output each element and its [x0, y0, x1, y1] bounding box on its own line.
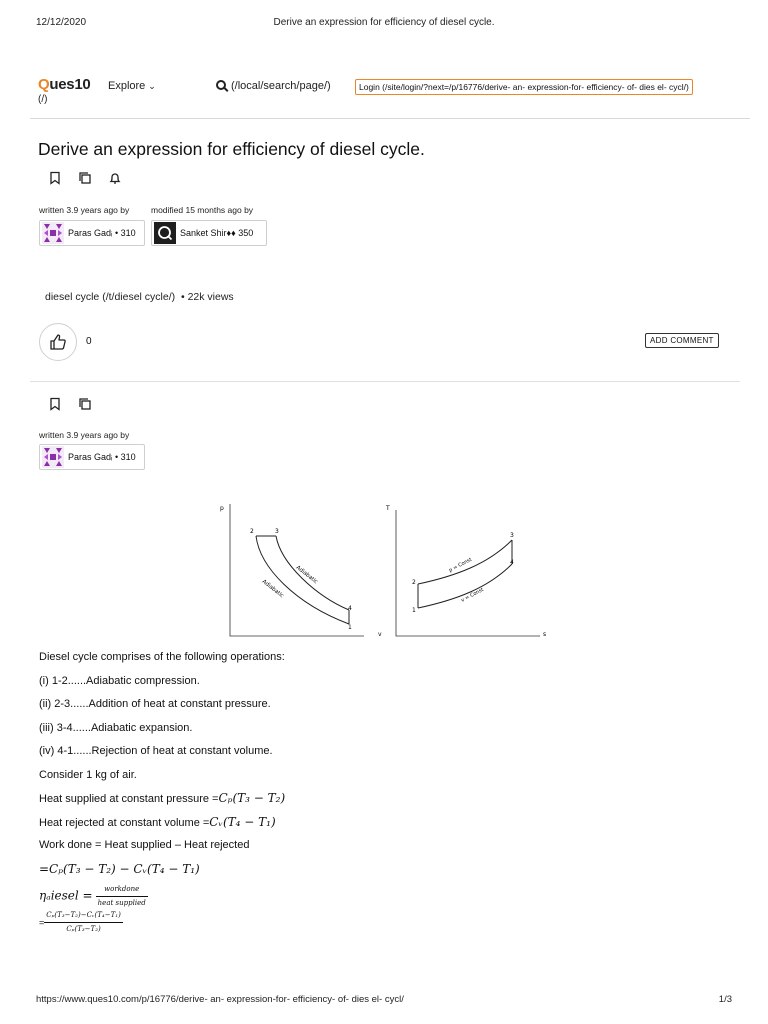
author-score: • 310 — [114, 228, 136, 238]
bookmark-icon[interactable] — [48, 397, 62, 411]
tag-row — [45, 291, 234, 303]
copy-icon[interactable] — [78, 171, 92, 185]
section-divider — [30, 381, 740, 382]
heat-rejected-line: Heat rejected at constant volume =Cᵥ(T₄ − T₁) — [39, 815, 276, 829]
pv-x-label: v — [378, 631, 382, 638]
pv-y-label: p — [220, 505, 224, 512]
heat-supplied-line: Heat supplied at constant pressure =Cₚ(T₃ − T₂) — [39, 791, 286, 805]
efficiency-formula-expanded: = $\frac{\text{Cₚ(T₃−T₂)−Cᵥ(T₄−T₁)}}{\text{Cₚ(T₃−T₂)}}$ — [39, 909, 123, 936]
logo-link-url[interactable]: (/) — [38, 94, 48, 105]
answer-line: (iv) 4-1......Rejection of heat at constant volume. — [39, 745, 273, 757]
modifier-score: 350 — [238, 228, 254, 238]
pv-adiabatic-upper: Adiabatic — [294, 564, 319, 586]
explore-menu[interactable] — [108, 80, 156, 92]
tag-diesel-cycle[interactable]: diesel cycle (/t/diesel cycle/) — [45, 291, 176, 303]
view-count: • 22k views — [180, 291, 234, 303]
work-done-formula: =Cₚ(T₃ − T₂) − Cᵥ(T₄ − T₁) — [39, 862, 200, 876]
print-date: 12/12/2020 — [36, 17, 87, 28]
answer-line: (ii) 2-3......Addition of heat at constant pressure. — [39, 698, 271, 710]
page-number: 1/3 — [718, 994, 732, 1005]
ts-x-label: s — [543, 631, 547, 638]
print-footer — [36, 994, 732, 1005]
efficiency-fraction: $\frac{\text{workdone}}{\text{heat supplied}}$ — [97, 885, 146, 907]
vote-count: 0 — [86, 336, 92, 347]
pv-point-1: 1 — [348, 624, 352, 631]
efficiency-label: ηₐiesel = — [39, 888, 93, 903]
answer-actions — [48, 397, 92, 411]
answer-author-card[interactable] — [39, 444, 145, 470]
ts-p-const-label: p = Const — [448, 556, 473, 574]
ts-diagram — [385, 505, 546, 638]
explore-label: Explore — [108, 80, 146, 92]
answer-line: (i) 1-2......Adiabatic compression. — [39, 675, 200, 687]
answer-author-name: Paras Gadᵢ — [68, 452, 113, 462]
diesel-cycle-diagram — [216, 500, 556, 642]
nav-divider — [30, 118, 750, 119]
bell-icon[interactable] — [108, 171, 122, 185]
answer-line: Work done = Heat supplied – Heat rejected — [39, 839, 250, 851]
ts-y-label: T — [386, 505, 390, 512]
print-url: https://www.ques10.com/p/16776/derive- an- expression-for- efficiency- of- dies el- cycl/ — [36, 994, 404, 1005]
pv-adiabatic-lower: Adiabatic — [260, 578, 285, 600]
modifier-name: Sanket Shir♦♦ — [180, 228, 236, 238]
avatar — [154, 222, 176, 244]
pv-diagram — [220, 504, 382, 638]
search-link[interactable] — [216, 79, 331, 92]
search-icon — [216, 80, 226, 90]
ts-point-2: 2 — [412, 579, 416, 586]
upvote-button[interactable] — [39, 323, 77, 361]
bookmark-icon[interactable] — [48, 171, 62, 185]
heat-rejected-formula: Cᵥ(T₄ − T₁) — [209, 815, 276, 829]
heat-supplied-formula: Cₚ(T₃ − T₂) — [218, 791, 286, 805]
chevron-down-icon: ⌄ — [148, 81, 156, 91]
answer-author-score: • 310 — [114, 452, 136, 462]
avatar — [42, 446, 64, 468]
search-label: (/local/search/page/) — [231, 80, 331, 92]
avatar — [42, 222, 64, 244]
pv-point-2: 2 — [250, 528, 254, 535]
ts-point-4: 4 — [510, 559, 514, 566]
answer-line: Diesel cycle comprises of the following operations: — [39, 651, 285, 663]
question-actions — [48, 171, 122, 185]
answer-line: Consider 1 kg of air. — [39, 769, 137, 781]
efficiency-expanded-fraction: $\frac{\text{Cₚ(T₃−T₂)−Cᵥ(T₄−T₁)}}{\text{Cₚ(T₃−T₂)}}$ — [46, 911, 121, 933]
modifier-card[interactable] — [151, 220, 267, 246]
answer-line: (iii) 3-4......Adiabatic expansion. — [39, 722, 193, 734]
add-comment-button[interactable]: ADD COMMENT — [645, 333, 719, 348]
ts-point-3: 3 — [510, 532, 514, 539]
answer-written-label: written 3.9 years ago by — [39, 430, 130, 440]
site-logo[interactable]: Ques10 — [38, 76, 91, 93]
efficiency-formula — [39, 883, 148, 910]
author-card[interactable] — [39, 220, 145, 246]
ts-v-const-label: v = Const — [460, 586, 485, 604]
thumbs-up-icon — [49, 333, 67, 351]
pv-point-4: 4 — [348, 605, 352, 612]
login-button[interactable]: Login (/site/login/?next=/p/16776/derive- an- expression-for- efficiency- of- dies el- cycl/) — [355, 79, 693, 95]
ts-point-1: 1 — [412, 607, 416, 614]
page-title: Derive an expression for efficiency of diesel cycle. — [38, 139, 425, 159]
pv-point-3: 3 — [275, 528, 279, 535]
question-modified-label: modified 15 months ago by — [151, 205, 254, 215]
copy-icon[interactable] — [78, 397, 92, 411]
print-title: Derive an expression for efficiency of diesel cycle. — [273, 17, 495, 28]
author-name: Paras Gadᵢ — [68, 228, 113, 238]
question-written-label: written 3.9 years ago by — [39, 205, 130, 215]
